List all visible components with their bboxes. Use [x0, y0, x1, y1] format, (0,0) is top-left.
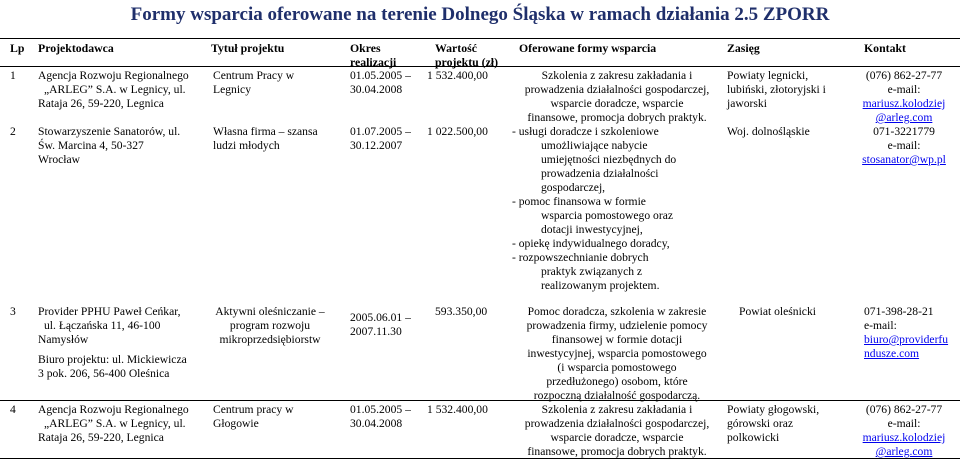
text-line: realizowanym projektem. [541, 279, 660, 292]
email-link[interactable]: stosanator@wp.pl [862, 153, 946, 166]
text-line: finansowe, promocja dobrych praktyk. [527, 445, 707, 458]
row1-zasieg [727, 69, 826, 111]
text-line: Agencja Rozwoju Regionalnego [38, 403, 189, 416]
row3-projektodawca [38, 305, 187, 381]
text-line: Provider PPHU Paweł Ceńkar, [38, 305, 181, 318]
row4-tytul [213, 403, 294, 431]
row2-zasieg [727, 125, 810, 139]
text-line: umiejętności niezbędnych do [541, 153, 677, 166]
text-line: polkowicki [727, 431, 780, 444]
text-line: finansowej w formie dotacji [551, 333, 683, 346]
phone-number: (076) 862-27-77 [865, 69, 943, 82]
text-line: 30.04.2008 [350, 83, 403, 96]
text-line: Centrum Pracy w [213, 69, 295, 82]
header-okres [350, 41, 396, 69]
row2-formy [512, 125, 676, 293]
row1-kontakt [848, 69, 960, 125]
text-line: Stowarzyszenie Sanatorów, ul. [38, 125, 181, 138]
text-line: prowadzenia firmy, udzielenie pomocy [526, 319, 708, 332]
text-line: wsparcia pomostowego oraz [541, 209, 673, 222]
text-line: 01.07.2005 – [350, 125, 411, 138]
page-title: Formy wsparcia oferowane na terenie Dolnego Śląska w ramach działania 2.5 ZPORR [130, 4, 830, 25]
header-wartosc-line: projektu (zł) [435, 55, 499, 69]
row2-tytul [213, 125, 318, 153]
text-line: Wrocław [38, 153, 81, 166]
text-line: Agencja Rozwoju Regionalnego [38, 69, 189, 82]
row2-kontakt [848, 125, 960, 167]
text-line: Własna firma – szansa [213, 125, 318, 138]
text-line: wsparcie doradcze, wsparcie [550, 431, 684, 444]
text-line: przedłużonego) osobom, które [546, 375, 688, 388]
text-line: Głogowie [213, 417, 259, 430]
text-line: 2007.11.30 [350, 325, 402, 338]
row3-tytul [205, 305, 335, 347]
row4-projektodawca [38, 403, 189, 445]
row3-wartosc: 593.350,00 [435, 305, 488, 318]
email-link[interactable]: ndusze.com [864, 347, 920, 360]
email-link[interactable]: mariusz.kolodziej [862, 97, 946, 110]
text-line: 3 pok. 206, 56-400 Oleśnica [38, 367, 170, 380]
text-line: Rataja 26, 59-220, Legnica [38, 97, 164, 110]
row2-okres [350, 125, 411, 153]
list-item: - rozpowszechnianie dobrych [512, 251, 649, 264]
row1-formy [507, 69, 727, 125]
text-line: Powiat oleśnicki [739, 305, 816, 318]
text-line: 01.05.2005 – [350, 403, 411, 416]
text-line: finansowe, promocja dobrych praktyk. [527, 111, 707, 124]
text-line: (i wsparcia pomostowego [557, 361, 677, 374]
text-line: gospodarczej, [541, 181, 606, 194]
text-line: Szkolenia z zakresu zakładania i [541, 403, 693, 416]
header-okres-line: realizacji [350, 55, 397, 69]
header-formy: Oferowane formy wsparcia [519, 41, 657, 55]
header-lp: Lp [10, 41, 25, 55]
row2-lp: 2 [10, 125, 16, 138]
row4-top-rule [0, 400, 960, 401]
text-line: 30.12.2007 [350, 139, 403, 152]
text-line: praktyk związanych z [541, 265, 643, 278]
row3-okres [350, 311, 411, 339]
row3-kontakt [864, 305, 948, 361]
text-line: prowadzenia działalności [541, 167, 659, 180]
text-line: Woj. dolnośląskie [727, 125, 810, 138]
email-label: e-mail: [864, 319, 897, 332]
header-zasieg: Zasięg [727, 41, 760, 55]
text-line: Szkolenia z zakresu zakładania i [541, 69, 693, 82]
text-line: Centrum pracy w [213, 403, 294, 416]
row4-kontakt [848, 403, 960, 459]
email-label: e-mail: [887, 139, 921, 152]
text-line: Rataja 26, 59-220, Legnica [38, 431, 164, 444]
row4-lp: 4 [10, 403, 16, 416]
phone-number: 071-3221779 [873, 125, 935, 138]
text-line: rozpoczną działalność gospodarczą. [533, 389, 701, 402]
row2-projektodawca [38, 125, 180, 167]
email-link[interactable]: @arleg.com [875, 445, 933, 458]
text-line: program rozwoju [229, 319, 311, 332]
text-line: Pomoc doradcza, szkolenia w zakresie [527, 305, 707, 318]
header-top-rule [0, 38, 960, 39]
list-item: - usługi doradcze i szkoleniowe [512, 125, 659, 138]
text-line: Biuro projektu: ul. Mickiewicza [38, 353, 187, 366]
email-link[interactable]: @arleg.com [875, 111, 933, 124]
row1-wartosc: 1 532.400,00 [427, 69, 488, 82]
text-line: Aktywni oleśniczanie – [215, 305, 325, 318]
text-line: Namysłów [38, 333, 89, 346]
list-item: - opiekę indywidualnego doradcy, [512, 237, 670, 250]
row3-zasieg [739, 305, 816, 319]
text-line: Św. Marcina 4, 50-327 [38, 139, 144, 152]
list-item: - pomoc finansowa w formie [512, 195, 646, 208]
text-line: 2005.06.01 – [350, 311, 411, 324]
text-line: „ARLEG” S.A. w Legnicy, ul. [44, 417, 186, 430]
row3-lp: 3 [10, 305, 16, 318]
header-wartosc [435, 41, 498, 69]
text-line: inwestycyjnej, wsparcia pomostowego [527, 347, 707, 360]
email-label: e-mail: [887, 417, 921, 430]
text-line: Powiaty legnicki, [727, 69, 809, 82]
phone-number: 071-398-28-21 [864, 305, 934, 318]
header-okres-line: Okres [350, 41, 381, 55]
text-line: Legnicy [213, 83, 251, 96]
text-line: prowadzenia działalności gospodarczej, [524, 417, 710, 430]
email-link[interactable]: mariusz.kolodziej [862, 431, 946, 444]
row1-tytul [213, 69, 294, 97]
row3-formy [507, 305, 727, 403]
text-line: 30.04.2008 [350, 417, 403, 430]
text-line: umożliwiające nabycie [541, 139, 648, 152]
row1-okres [350, 69, 411, 97]
row4-wartosc: 1 532.400,00 [427, 403, 488, 416]
text-line: „ARLEG” S.A. w Legnicy, ul. [44, 83, 186, 96]
phone-number: (076) 862-27-77 [865, 403, 943, 416]
row4-okres [350, 403, 411, 431]
text-line: 01.05.2005 – [350, 69, 411, 82]
text-line: jaworski [727, 97, 767, 110]
row1-lp: 1 [10, 69, 16, 82]
text-line: dotacji inwestycyjnej, [541, 223, 643, 236]
text-line: prowadzenia działalności gospodarczej, [524, 83, 710, 96]
text-line: lubiński, złotoryjski i [727, 83, 826, 96]
text-line: wsparcie doradcze, wsparcie [550, 97, 684, 110]
text-line: mikroprzedsiębiorstw [219, 333, 321, 346]
row4-zasieg [727, 403, 819, 445]
row2-wartosc: 1 022.500,00 [427, 125, 488, 138]
text-line: Powiaty głogowski, [727, 403, 820, 416]
email-link[interactable]: biuro@providerfu [864, 333, 949, 346]
header-projektodawca: Projektodawca [38, 41, 114, 55]
text-line: ul. Łączańska 11, 46-100 [44, 319, 161, 332]
text-line: ludzi młodych [213, 139, 280, 152]
email-label: e-mail: [887, 83, 921, 96]
header-tytul: Tytuł projektu [211, 41, 285, 55]
header-wartosc-line: Wartość [435, 41, 477, 55]
row1-projektodawca [38, 69, 189, 111]
header-kontakt: Kontakt [864, 41, 906, 55]
text-line: górowski oraz [727, 417, 794, 430]
row4-formy [507, 403, 727, 459]
